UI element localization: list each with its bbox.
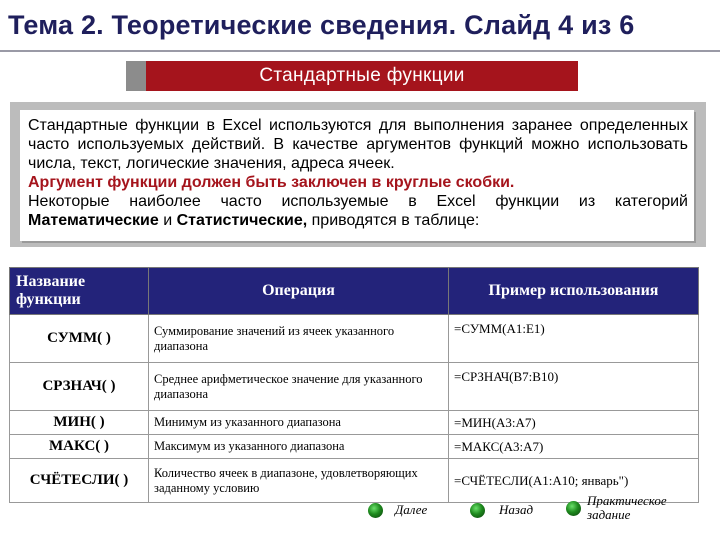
header-example: Пример использования <box>449 268 699 315</box>
category-math: Математические <box>28 212 159 229</box>
table-row <box>10 411 699 435</box>
green-ball-icon <box>566 501 581 516</box>
intro-p3-mid: и <box>158 212 177 229</box>
next-button[interactable] <box>368 498 427 522</box>
function-name: МИН( ) <box>10 411 149 435</box>
practice-label: Практическое задание <box>587 493 667 522</box>
function-operation: Суммирование значений из ячеек указанного диапазона <box>149 315 449 363</box>
header-name: Название функции <box>10 268 149 315</box>
function-operation: Количество ячеек в диапазоне, удовлетворяющих заданному условию <box>149 459 449 503</box>
function-example: =СЧЁТЕСЛИ(A1:A10; январь") <box>449 459 699 503</box>
section-banner <box>126 61 578 91</box>
function-example: =МИН(A3:A7) <box>449 411 699 435</box>
table-row <box>10 315 699 363</box>
green-ball-icon <box>470 503 485 518</box>
table-row <box>10 435 699 459</box>
header-operation: Операция <box>149 268 449 315</box>
function-example: =СУММ(A1:E1) <box>449 315 699 363</box>
back-button[interactable] <box>470 498 533 522</box>
table-header-row <box>10 268 699 315</box>
banner-accent <box>126 61 146 91</box>
function-example: =МАКС(A3:A7) <box>449 435 699 459</box>
function-example: =СРЗНАЧ(B7:B10) <box>449 363 699 411</box>
banner-label: Стандартные функции <box>146 61 578 91</box>
back-label: Назад <box>499 502 534 517</box>
function-name: СРЗНАЧ( ) <box>10 363 149 411</box>
category-stat: Статистические, <box>176 212 308 229</box>
slide-title: Тема 2. Теоретические сведения. Слайд 4 из 6 <box>8 10 635 40</box>
table-row <box>10 363 699 411</box>
intro-paragraph-3 <box>28 192 688 230</box>
function-operation: Минимум из указанного диапазона <box>149 411 449 435</box>
intro-highlight: Аргумент функции должен быть заключен в круглые скобки. <box>28 174 515 191</box>
function-name: МАКС( ) <box>10 435 149 459</box>
function-name: СЧЁТЕСЛИ( ) <box>10 459 149 503</box>
function-operation: Среднее арифметическое значение для указанного диапазона <box>149 363 449 411</box>
intro-text <box>28 116 688 230</box>
green-ball-icon <box>368 503 383 518</box>
intro-p3-start: Некоторые наиболее часто используемые в Excel функции из категорий <box>28 193 688 210</box>
functions-table <box>9 267 699 503</box>
intro-textbox <box>10 102 706 247</box>
function-name: СУММ( ) <box>10 315 149 363</box>
intro-p3-end: приводятся в таблице: <box>307 212 480 229</box>
function-operation: Максимум из указанного диапазона <box>149 435 449 459</box>
title-divider <box>0 50 720 52</box>
intro-panel <box>20 110 694 241</box>
intro-paragraph-1: Стандартные функции в Excel используются для выполнения заранее определенных часто используемых действий. В качестве аргументов функций можно использовать числа, текст, логические значения, адреса ячеек. <box>28 117 688 172</box>
practice-button[interactable] <box>566 490 697 526</box>
next-label: Далее <box>395 502 428 517</box>
